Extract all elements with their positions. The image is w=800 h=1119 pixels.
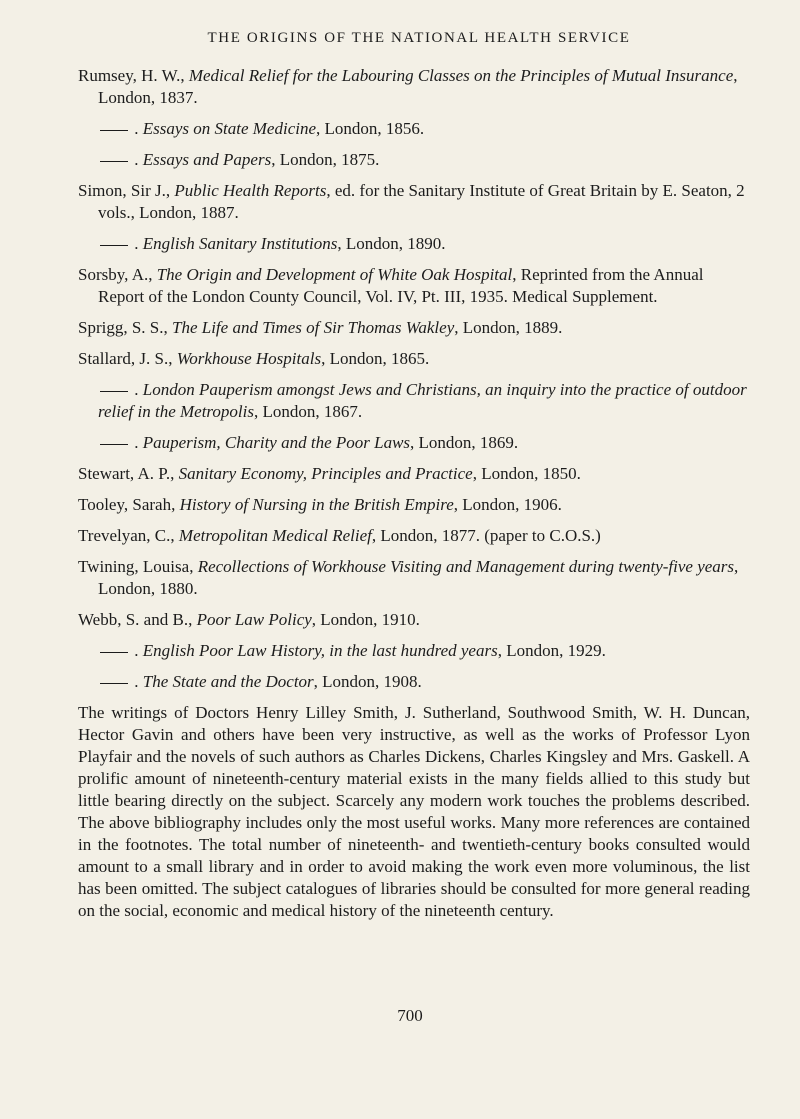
entry-details: , Reprinted from the Annual Report of the London County Council, Vol. IV, Pt. III, 1935. Medical Supplement. — [98, 265, 704, 306]
ditto-dash — [100, 161, 128, 162]
entry-author: Webb, S. and B., — [78, 610, 197, 629]
entry-title: Medical Relief for the Labouring Classes on the Principles of Mutual Insurance — [188, 66, 734, 85]
entry-details: , London, 1856. — [316, 119, 425, 138]
bibliography-entry — [78, 463, 750, 485]
bibliography-entry — [78, 348, 750, 370]
entry-details: , London, 1889. — [454, 318, 563, 337]
entry-details: , London, 1929. — [497, 641, 606, 660]
bibliography-note: The writings of Doctors Henry Lilley Smith, J. Sutherland, Southwood Smith, W. H. Duncan, Hector Gavin and others have been very instructive, as well as the works of Professor Lyon Playfair and the novels of such authors as Charles Dickens, Charles Kingsley and Mrs. Gaskell. A prolific amount of nineteenth-century material exists in the many fields allied to this study but little bearing directly on the subject. Scarcely any modern work touches the problems described. The above bibliography includes only the most useful works. Many more references are contained in the footnotes. The total number of nineteenth- and twentieth-century books consulted would amount to a small library and in order to avoid making the work even more voluminous, the list has been omitted. The subject catalogues of libraries should be consulted for more general reading on the social, economic and medical history of the nineteenth century. — [78, 703, 750, 920]
entry-title: English Poor Law History, in the last hundred years — [142, 641, 498, 660]
entry-author: Rumsey, H. W., — [78, 66, 189, 85]
ditto-dash — [100, 444, 128, 445]
ditto-dash — [100, 245, 128, 246]
bibliography-entry: . Pauperism, Charity and the Poor Laws, London, 1869. — [78, 432, 750, 454]
entry-details: , London, 1906. — [453, 495, 562, 514]
entry-title: The Life and Times of Sir Thomas Wakley — [172, 318, 455, 337]
entry-title: English Sanitary Institutions — [142, 234, 338, 253]
bibliography-entry — [78, 525, 750, 547]
bibliography-entry — [78, 180, 750, 224]
bibliography-entry — [78, 609, 750, 631]
bibliography-entry: . Essays and Papers, London, 1875. — [78, 149, 750, 171]
entry-title: Workhouse Hospitals — [176, 349, 322, 368]
entry-details: , London, 1837. — [98, 66, 738, 107]
entry-details: , London, 1869. — [410, 433, 519, 452]
entry-author: Stallard, J. S., — [78, 349, 177, 368]
entry-details: , London, 1867. — [253, 402, 363, 421]
bibliography-entry — [78, 317, 750, 339]
entry-title: Pauperism, Charity and the Poor Laws — [142, 433, 411, 452]
entry-title: Poor Law Policy — [196, 610, 312, 629]
entry-title: Metropolitan Medical Relief — [178, 526, 372, 545]
entry-title: Recollections of Workhouse Visiting and Management during twenty-five years — [197, 557, 735, 576]
bibliography-entry — [78, 556, 750, 600]
bibliography-entry — [78, 264, 750, 308]
entry-details: , London, 1865. — [321, 349, 430, 368]
ditto-dash — [100, 130, 128, 131]
entry-author: Sorsby, A., — [78, 265, 157, 284]
entry-author: Simon, Sir J., — [78, 181, 175, 200]
page-number: 700 — [397, 1006, 423, 1025]
entry-details: , London, 1908. — [313, 672, 422, 691]
ditto-dash — [100, 683, 128, 684]
running-head: THE ORIGINS OF THE NATIONAL HEALTH SERVICE — [207, 30, 631, 46]
entry-title: London Pauperism amongst Jews and Christians, an inquiry into the practice of outdoor relief in the Metropolis — [98, 380, 747, 421]
entry-details: , London, 1890. — [337, 234, 446, 253]
entry-details: , London, 1850. — [472, 464, 581, 483]
bibliography-entry: . English Poor Law History, in the last hundred years, London, 1929. — [78, 640, 750, 662]
entry-details: , London, 1875. — [271, 150, 380, 169]
entry-title: Sanitary Economy, Principles and Practice — [178, 464, 473, 483]
entry-author: Twining, Louisa, — [78, 557, 198, 576]
bibliography-entry: . London Pauperism amongst Jews and Christians, an inquiry into the practice of outdoor relief in the Metropolis, London, 1867. — [98, 380, 747, 421]
entry-details: , London, 1880. — [98, 557, 739, 598]
ditto-dash — [100, 391, 128, 392]
entry-title: Public Health Reports — [174, 181, 327, 200]
entry-author: Trevelyan, C., — [78, 526, 179, 545]
bibliography-entry — [78, 494, 750, 516]
bibliography-entry: . The State and the Doctor, London, 1908. — [78, 671, 750, 693]
entry-title: Essays and Papers — [142, 150, 272, 169]
entry-author: Stewart, A. P., — [78, 464, 179, 483]
entry-details: , ed. for the Sanitary Institute of Great Britain by E. Seaton, 2 vols., London, 1887. — [98, 181, 745, 222]
entry-title: The Origin and Development of White Oak Hospital — [156, 265, 513, 284]
entry-details: , London, 1910. — [311, 610, 420, 629]
entry-title: History of Nursing in the British Empire — [179, 495, 454, 514]
entry-author: Tooley, Sarah, — [78, 495, 180, 514]
ditto-dash — [100, 652, 128, 653]
bibliography-entry: . English Sanitary Institutions, London, 1890. — [78, 233, 750, 255]
entry-title: Essays on State Medicine — [142, 119, 317, 138]
bibliography-entry: . Essays on State Medicine, London, 1856. — [78, 118, 750, 140]
entry-author: Sprigg, S. S., — [78, 318, 172, 337]
bibliography-entry — [78, 65, 750, 109]
entry-title: The State and the Doctor — [142, 672, 314, 691]
entry-details: , London, 1877. (paper to C.O.S.) — [371, 526, 601, 545]
bibliography-list — [78, 65, 750, 693]
